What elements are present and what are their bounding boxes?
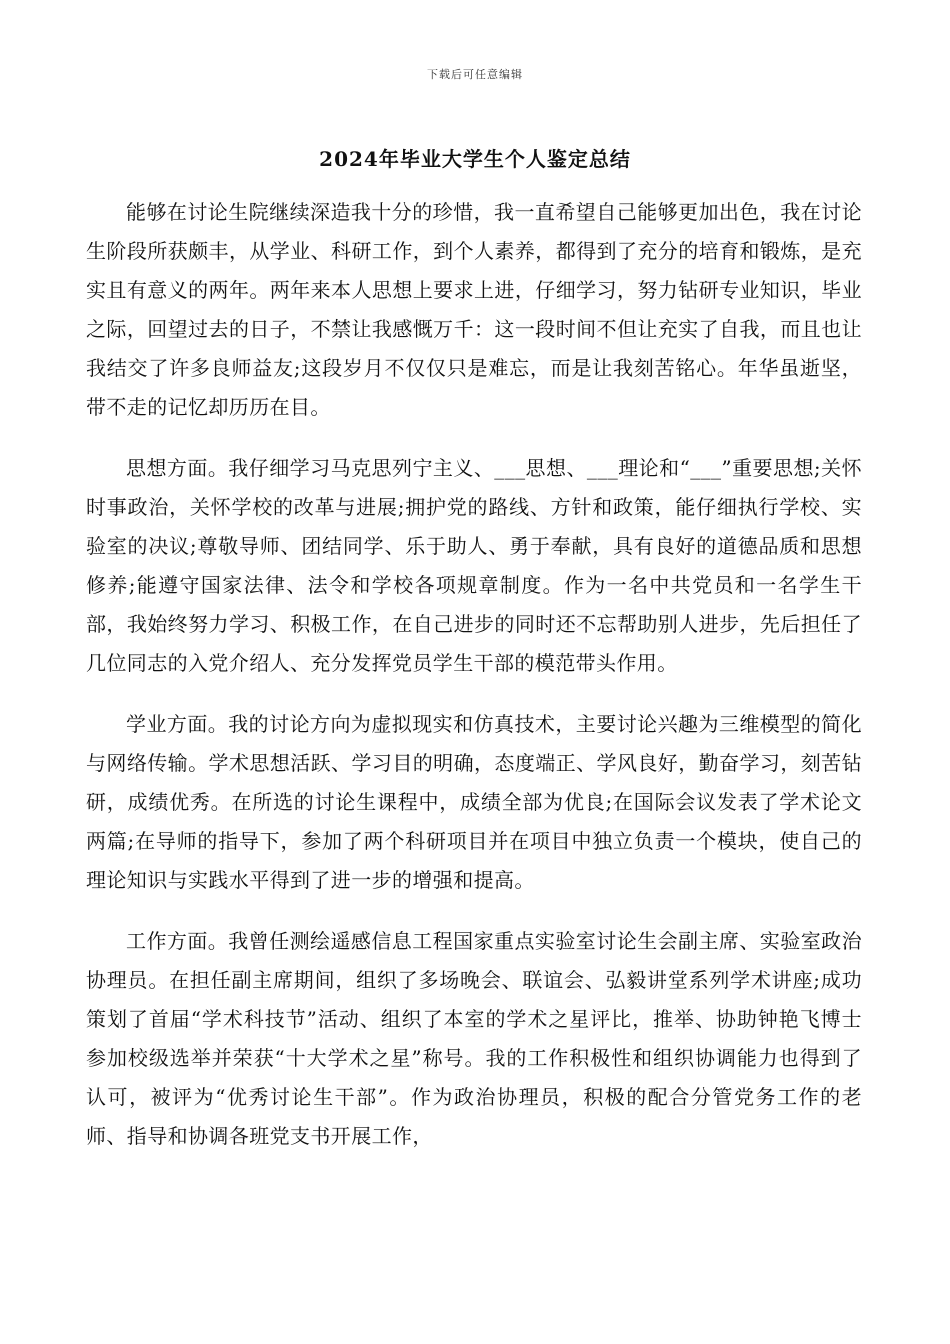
document-title: 2024年毕业大学生个人鉴定总结 [319, 147, 631, 171]
paragraph-intro: 能够在讨论生院继续深造我十分的珍惜，我一直希望自己能够更加出色，我在讨论生阶段所获颇丰，从学业、科研工作，到个人素养，都得到了充分的培育和锻炼，是充实且有意义的两年。两年来本人思想上要求上进，仔细学习，努力钻研专业知识，毕业之际，回望过去的日子，不禁让我感慨万千：这一段时间不但让充实了自我，而且也让我结交了许多良师益友;这段岁月不仅仅只是难忘，而是让我刻苦铭心。年华虽逝坚，带不走的记忆却历历在目。 [86, 200, 862, 419]
paragraph-academics: 学业方面。我的讨论方向为虚拟现实和仿真技术，主要讨论兴趣为三维模型的简化与网络传输。学术思想活跃、学习目的明确，态度端正、学风良好，勤奋学习，刻苦钻研，成绩优秀。在所选的讨论生课程中，成绩全部为优良;在国际会议发表了学术论文两篇;在导师的指导下，参加了两个科研项目并在项目中独立负责一个模块，使自己的理论知识与实践水平得到了进一步的增强和提高。 [86, 712, 862, 892]
paragraph-ideology: 思想方面。我仔细学习马克思列宁主义、___思想、___理论和“___”重要思想;关怀时事政治，关怀学校的改革与进展;拥护党的路线、方针和政策，能仔细执行学校、实验室的决议;尊敬导师、团结同学、乐于助人、勇于奉献，具有良好的道德品质和思想修养;能遵守国家法律、法令和学校各项规章制度。作为一名中共党员和一名学生干部，我始终努力学习、积极工作，在自己进步的同时还不忘帮助别人进步，先后担任了几位同志的入党介绍人、充分发挥党员学生干部的模范带头作用。 [86, 456, 862, 675]
header-note: 下载后可任意编辑 [427, 68, 523, 81]
paragraph-work: 工作方面。我曾任测绘遥感信息工程国家重点实验室讨论生会副主席、实验室政治协理员。在担任副主席期间，组织了多场晚会、联谊会、弘毅讲堂系列学术讲座;成功策划了首届“学术科技节”活动、组织了本室的学术之星评比，推举、协助钟艳飞博士参加校级选举并荣获“十大学术之星”称号。我的工作积极性和组织协调能力也得到了认可，被评为“优秀讨论生干部”。作为政治协理员，积极的配合分管党务工作的老师、指导和协调各班党支书开展工作， [86, 929, 862, 1148]
document-body [86, 193, 862, 1178]
